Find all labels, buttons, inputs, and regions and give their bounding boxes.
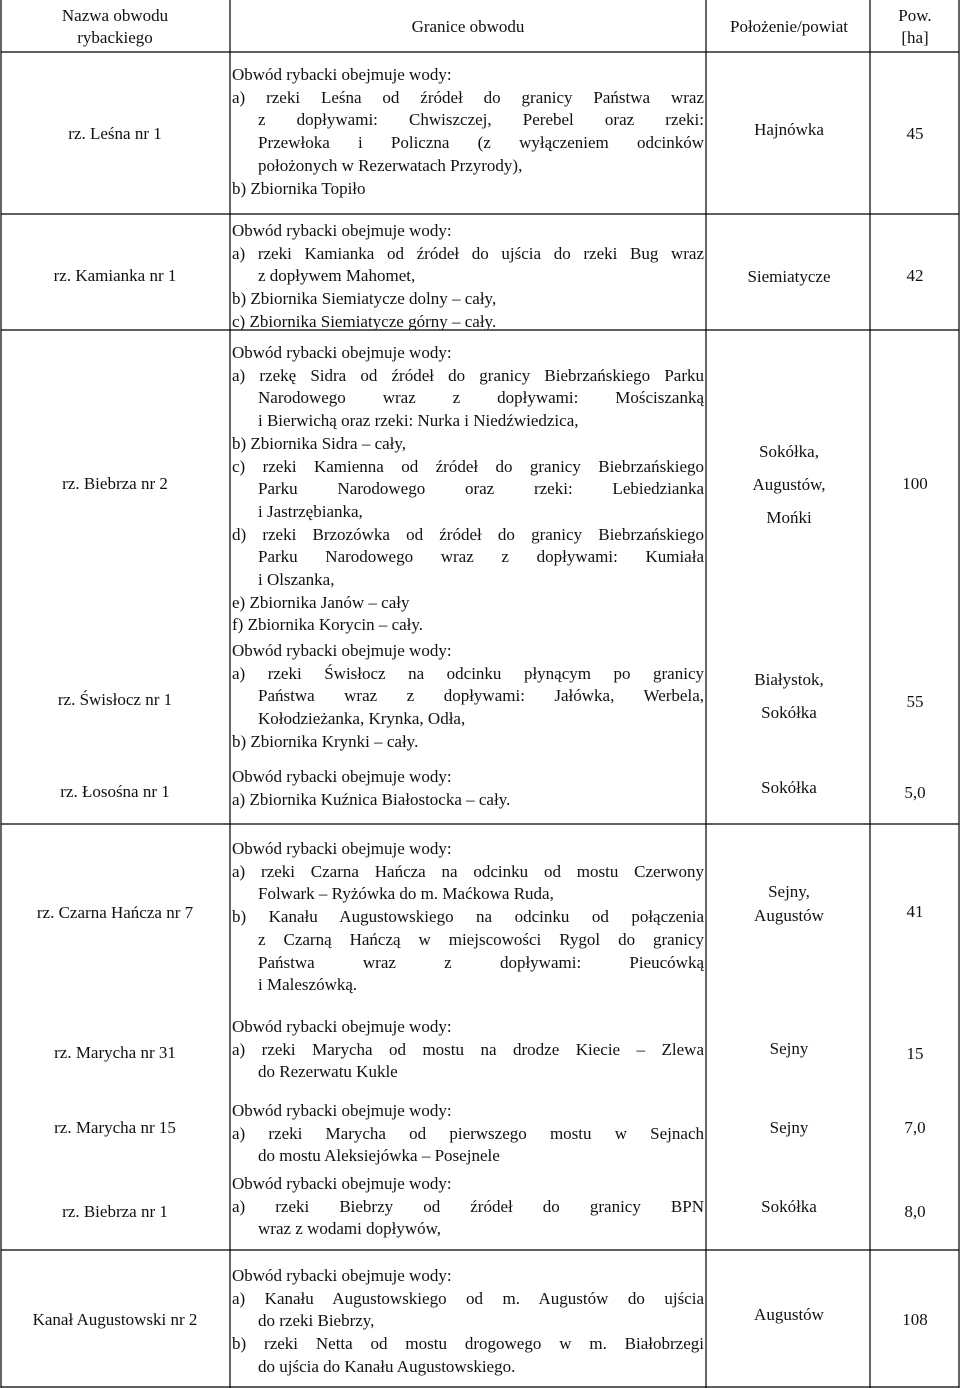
bounds-line: a) rzeki Świsłocz na odcinku płynącym po granicy (232, 663, 704, 683)
district-name: rz. Kamianka nr 1 (53, 266, 177, 285)
bounds-line: a) rzeki Czarna Hańcza na odcinku od mostu Czerwony (232, 861, 704, 881)
location-line: Mońki (766, 508, 812, 527)
bounds-line: f) Zbiornika Korycin – cały. (232, 615, 424, 635)
bounds-line: Parku Narodowego oraz rzeki: Lebiedzianka (258, 479, 704, 499)
district-name: rz. Biebrza nr 2 (62, 474, 168, 493)
header-location: Położenie/powiat (729, 17, 849, 36)
district-bounds (232, 640, 704, 754)
header-name (2, 5, 228, 49)
district-name: rz. Czarna Hańcza nr 7 (36, 903, 194, 922)
bounds-line: Folwark – Ryżówka do m. Maćkowa Ruda, (258, 884, 554, 904)
district-area: 8,0 (904, 1202, 926, 1221)
bounds-line: b) Zbiornika Siemiatycze dolny – cały, (232, 289, 497, 309)
district-name: rz. Łosośna nr 1 (60, 782, 170, 801)
district-bounds (232, 1173, 704, 1241)
bounds-line: Obwód rybacki obejmuje wody: (232, 343, 452, 362)
bounds-line: Obwód rybacki obejmuje wody: (232, 1266, 452, 1285)
bounds-line: z dopływami: Chwiszczej, Perebel oraz rzeki: (258, 110, 704, 130)
bounds-line: Parku Narodowego wraz z dopływami: Kumiała (258, 547, 704, 567)
bounds-line: e) Zbiornika Janów – cały (232, 592, 410, 612)
bounds-line: a) Kanału Augustowskiego od m. Augustów do ujścia (232, 1288, 704, 1308)
header-name-line: Nazwa obwodu (61, 6, 169, 25)
district-location (710, 435, 868, 534)
bounds-line: b) Zbiornika Sidra – cały, (232, 433, 407, 453)
district-area: 55 (906, 692, 924, 711)
district-location: Sejny (769, 1039, 809, 1058)
bounds-line: d) rzeki Brzozówka od źródeł do granicy Biebrzańskiego (232, 524, 704, 544)
bounds-line: do ujścia do Kanału Augustowskiego. (258, 1356, 516, 1376)
location-line: Sokółka, (759, 442, 819, 461)
bounds-line: a) rzeki Kamianka od źródeł do ujścia do rzeki Bug wraz (232, 243, 704, 263)
bounds-line: a) rzeki Marycha od pierwszego mostu w Sejnach (232, 1123, 704, 1143)
district-area: 108 (902, 1310, 928, 1329)
bounds-line: Obwód rybacki obejmuje wody: (232, 1174, 452, 1193)
district-location: Siemiatycze (747, 267, 831, 286)
header-name-line: rybackiego (77, 28, 153, 47)
bounds-line: Obwód rybacki obejmuje wody: (232, 1101, 452, 1120)
location-line: Białystok, (754, 670, 824, 689)
bounds-line: a) rzeki Leśna od źródeł do granicy Państwa wraz (232, 87, 704, 107)
district-area: 42 (906, 266, 924, 285)
bounds-line: do mostu Aleksiejówka – Posejnele (258, 1146, 500, 1166)
location-line: Sejny, (768, 882, 810, 901)
bounds-line: wraz z wodami dopływów, (258, 1219, 442, 1239)
location-line: Augustów, (752, 475, 826, 494)
bounds-line: c) Zbiornika Siemiatycze górny – cały. (232, 311, 497, 331)
district-location (710, 880, 868, 928)
bounds-line: Państwa wraz z dopływami: Jałówka, Werbela, (258, 686, 704, 706)
district-area: 41 (906, 902, 924, 921)
header-bounds: Granice obwodu (411, 17, 525, 36)
bounds-line: do Rezerwatu Kukle (258, 1062, 398, 1082)
bounds-line: Narodowego wraz z dopływami: Mościszanką (258, 388, 704, 408)
bounds-line: b) rzeki Netta od mostu drogowego w m. Białobrzegi (232, 1334, 704, 1354)
bounds-line: z Czarną Hańczą w miejscowości Rygol do granicy (258, 929, 704, 949)
district-bounds (232, 342, 704, 637)
district-bounds (232, 64, 704, 200)
bounds-line: a) rzeki Biebrzy od źródeł do granicy BPN (232, 1196, 704, 1216)
district-bounds (232, 1265, 704, 1379)
bounds-line: b) Zbiornika Topiło (232, 178, 366, 198)
district-name: Kanał Augustowski nr 2 (32, 1310, 198, 1329)
bounds-line: Przewłoka i Policzna (z wyłączeniem odcinków (258, 133, 704, 153)
district-bounds (232, 1100, 704, 1168)
header-area-line: Pow. (898, 6, 932, 25)
district-name: rz. Marycha nr 31 (54, 1043, 176, 1062)
bounds-line: b) Zbiornika Krynki – cały. (232, 731, 419, 751)
district-bounds (232, 220, 704, 334)
district-bounds (232, 1016, 704, 1084)
district-name: rz. Świsłocz nr 1 (57, 690, 173, 709)
bounds-line: Obwód rybacki obejmuje wody: (232, 767, 452, 786)
district-area: 7,0 (904, 1118, 926, 1137)
district-name: rz. Biebrza nr 1 (62, 1202, 168, 1221)
district-bounds (232, 838, 704, 997)
location-line: Augustów (754, 906, 824, 925)
bounds-line: Obwód rybacki obejmuje wody: (232, 65, 452, 84)
district-location: Sejny (769, 1118, 809, 1137)
district-area: 15 (906, 1044, 924, 1063)
bounds-line: a) rzekę Sidra od źródeł do granicy Biebrzańskiego Parku (232, 365, 704, 385)
bounds-line: c) rzeki Kamienna od źródeł do granicy Biebrzańskiego (232, 456, 704, 476)
bounds-line: a) rzeki Marycha od mostu na drodze Kiecie – Zlewa (232, 1039, 704, 1059)
district-location: Sokółka (761, 778, 817, 797)
bounds-line: i Maleszówką. (258, 975, 358, 995)
district-bounds (232, 766, 704, 811)
bounds-line: Obwód rybacki obejmuje wody: (232, 839, 452, 858)
district-area: 45 (906, 124, 924, 143)
location-line: Sokółka (761, 703, 817, 722)
bounds-line: i Olszanka, (258, 570, 335, 590)
bounds-line: b) Kanału Augustowskiego na odcinku od połączenia (232, 907, 704, 927)
bounds-line: Obwód rybacki obejmuje wody: (232, 221, 452, 240)
district-area: 100 (902, 474, 928, 493)
district-location: Sokółka (761, 1197, 817, 1216)
district-name: rz. Marycha nr 15 (54, 1118, 176, 1137)
district-location (710, 663, 868, 729)
bounds-line: i Bierwichą oraz rzeki: Nurka i Niedźwiedzica, (258, 411, 579, 431)
district-location: Hajnówka (754, 120, 824, 139)
bounds-line: Państwa wraz z dopływami: Pieucówką (258, 952, 704, 972)
bounds-line: a) Zbiornika Kuźnica Białostocka – cały. (232, 789, 511, 809)
bounds-line: Obwód rybacki obejmuje wody: (232, 641, 452, 660)
header-area-line: [ha] (901, 28, 929, 47)
bounds-line: do rzeki Biebrzy, (258, 1311, 375, 1331)
bounds-line: z dopływem Mahomet, (258, 266, 416, 286)
bounds-line: Obwód rybacki obejmuje wody: (232, 1017, 452, 1036)
header-area (872, 5, 958, 49)
bounds-line: i Jastrzębianka, (258, 501, 363, 521)
district-name: rz. Leśna nr 1 (68, 124, 162, 143)
district-location: Augustów (754, 1305, 824, 1324)
district-area: 5,0 (904, 783, 926, 802)
bounds-line: Kołodzieżanka, Krynka, Odła, (258, 709, 466, 729)
bounds-line: położonych w Rezerwatach Przyrody), (258, 155, 523, 175)
